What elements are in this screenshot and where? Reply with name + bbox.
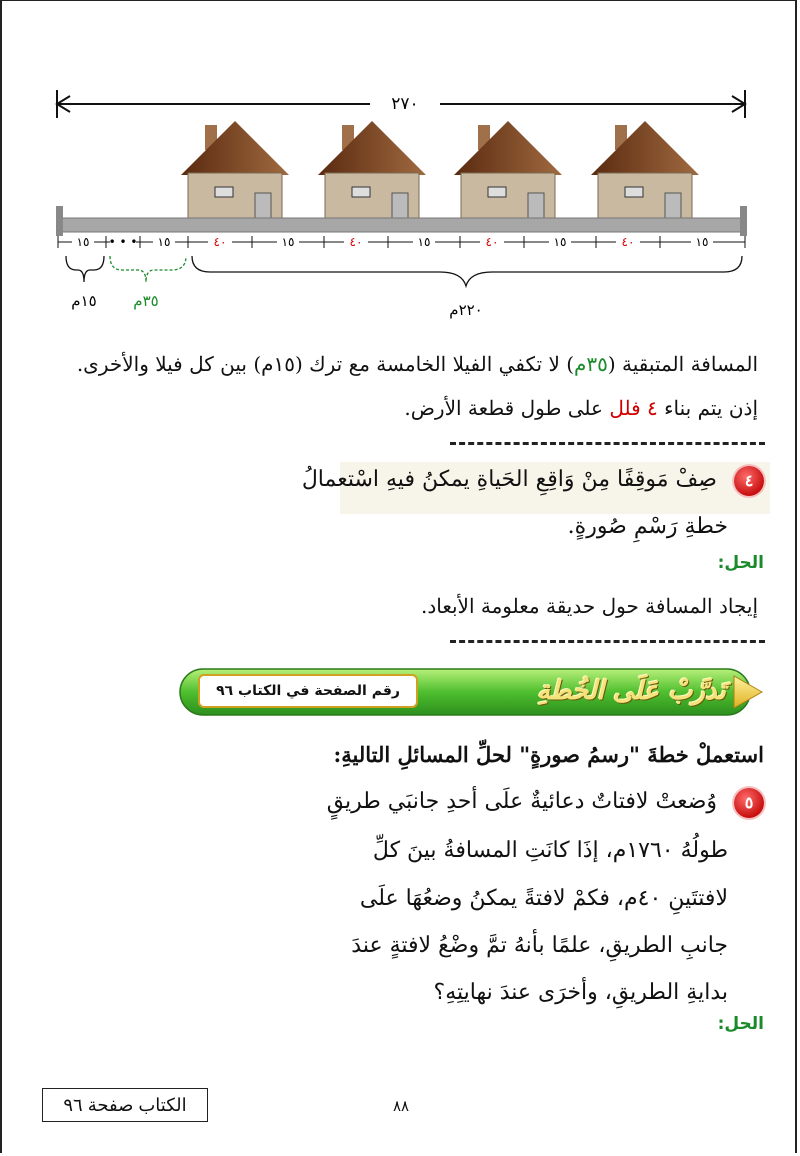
house-3 [454,121,562,220]
page-number: ٨٨ [392,1098,410,1115]
section-instruction: استعملْ خطةَ "رسمُ صورةٍ" لحلِّ المسائلِ التاليةِ: [333,742,764,767]
question-5-line-3: لافتتَينِ ٤٠م، فكمْ لافتةً يمكنُ وضعُهَا علَى [359,886,728,911]
question-4-line-1: صِفْ مَوقِفًا مِنْ وَاقِعِ الحَياةِ يمكنُ فيهِ اسْتعمالُ [301,467,717,492]
segment-label: ١٥ [553,235,567,249]
q4-answer: إيجاد المسافة حول حديقة معلومة الأبعاد. [420,594,758,618]
segment-label: ١٥ [417,235,431,249]
villa-width-label: ٤٠ [213,235,227,249]
house-1 [181,121,289,220]
question-4-line-2: خطةِ رَسْمِ صُورةٍ. [567,514,728,539]
remaining-distance: ٣٥م [574,352,608,376]
question-5-line-5: بدايةِ الطريقِ، وأخرَى عندَ نهايتِهِ؟ [433,980,728,1005]
brace-right [192,256,742,286]
segment-label: ١٥ [76,235,90,249]
brace-mid [110,256,186,282]
segment-label: • • • [108,235,138,249]
question-4 [302,466,764,496]
villa-width-label: ٤٠ [621,235,635,249]
solution-label: الحل: [717,1014,764,1034]
villa-diagram [0,0,800,330]
book-page-box: الكتاب صفحة ٩٦ [42,1088,208,1122]
dashed-divider [450,640,765,643]
explanation-line-1: المسافة المتبقية (٣٥م) لا تكفي الفيلا الخامسة مع ترك (١٥م) بين كل فيلا والأخرى. [76,352,758,376]
villa-width-label: ٤٠ [349,235,363,249]
brace-right-label: ٢٢٠م [449,301,483,319]
land-strip [58,218,746,232]
house-4 [591,121,699,220]
question-5-line-1: وُضعتْ لافتاتٌ دعائيةٌ علَى أحدِ جانبَي طريقٍ [326,789,717,814]
question-number-badge: ٤ [734,466,764,496]
brace-mid-label: ٣٥م [133,292,159,310]
question-5-line-4: جانبِ الطريقِ، علمًا بأنهُ تمَّ وضْعُ لافتةٍ عندَ [351,933,728,958]
segment-measures [58,234,745,250]
book-page-reference: رقم الصفحة في الكتاب ٩٦ [198,674,418,708]
explanation-line-2: إذن يتم بناء ٤ فلل على طول قطعة الأرض. [404,396,758,420]
brace-left [66,256,104,282]
villa-count: ٤ فلل [609,396,658,420]
solution-label: الحل: [717,553,764,573]
total-length-label: ٢٧٠ [391,94,419,114]
segment-label: ١٥ [695,235,709,249]
question-5-line-2: طولُهُ ١٧٦٠م، إذَا كانَتِ المسافةُ بينَ كلِّ [372,838,728,863]
house-2 [318,121,426,220]
dashed-divider [450,442,765,445]
villa-width-label: ٤٠ [485,235,499,249]
segment-label: ١٥ [281,235,295,249]
question-number-badge: ٥ [734,788,764,818]
question-5 [327,788,764,818]
banner-title: تَدرَّبْ عَلَى الخُطةِ [536,676,726,706]
segment-label: ١٥ [157,235,171,249]
brace-left-label: ١٥م [71,292,97,310]
